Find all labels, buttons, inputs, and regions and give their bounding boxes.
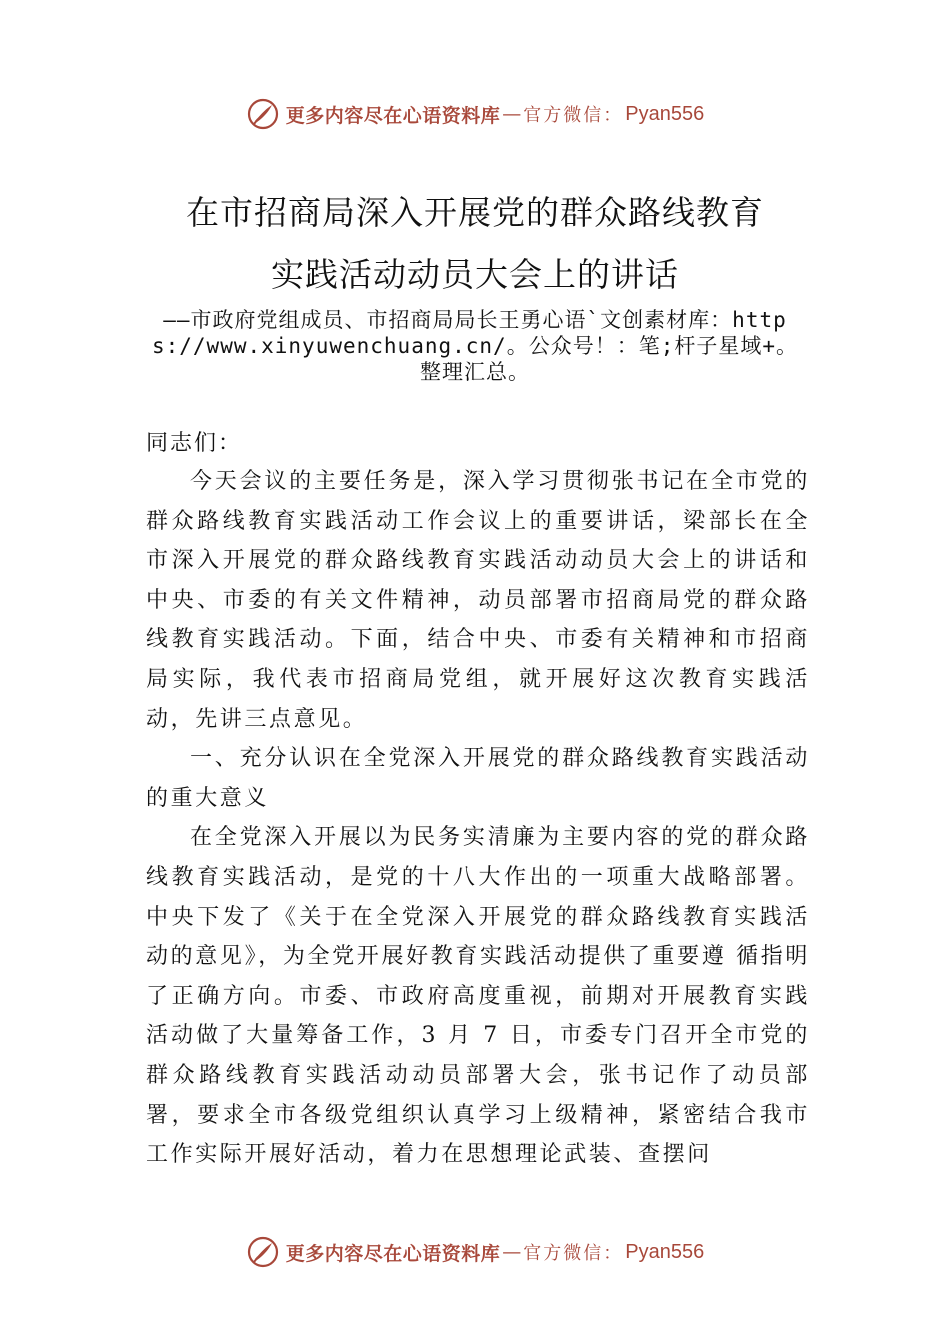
document-body [146,462,810,1175]
document-title-line-1: 在市招商局深入开展党的群众路线教育 [186,193,764,232]
banner-wechat-label: 官方微信： [523,1243,624,1264]
banner-brand-text: 更多内容尽在心语资料库 [285,1242,501,1265]
document-subtitle: ——市政府党组成员、市招商局局长王勇心语`文创素材库：https://www.xinyuwenchuang.cn/。公众号！：笔;杆子星域+。整理汇总。 [151,308,798,384]
banner-wechat-id: Pyan556 [625,1240,705,1263]
banner-dash: — [502,103,522,125]
body-paragraph-2: 在全党深入开展以为民务实清廉为主要内容的党的群众路线教育实践活动，是党的十八大作出的一项重大战略部署。中央下发了《关于在全党深入开展党的群众路线教育实践活动的意见》，为全党开展好教育实践活动提供了重要遵 循指明了正确方向。市委、市政府高度重视，前期对开展教育实践活动做了大量筹备工作，3 月 7 日，市委专门召开全市党的群众路线教育实践活动动员部署大会，张书记作了动员部署，要求全市各级党组织认真学习上级精神，紧密结合我市工作实际开展好活动，着力在思想理论武装、查摆问 [146,825,810,1168]
document-greeting: 同志们： [146,431,243,456]
document-title-line-2: 实践活动动员大会上的讲话 [271,255,679,294]
banner-wechat-id: Pyan556 [625,102,705,125]
quill-pen-logo-icon [246,97,280,131]
body-paragraph-1: 今天会议的主要任务是，深入学习贯彻张书记在全市党的群众路线教育实践活动工作会议上的重要讲话，梁部长在全市深入开展党的群众路线教育实践活动动员大会上的讲话和中央、市委的有关文件精神，动员部署市招商局党的群众路线教育实践活动。下面，结合中央、市委有关精神和市招商局实际，我代表市招商局党组，就开展好这次教育实践活动，先讲三点意见。 [146,469,810,732]
banner-wechat-label: 官方微信： [523,105,624,126]
footer-watermark-banner [0,1232,950,1272]
section-heading-1: 一、充分认识在全党深入开展党的群众路线教育实践活动的重大意义 [146,746,810,811]
banner-brand-text: 更多内容尽在心语资料库 [285,104,501,127]
header-watermark-banner [0,94,950,134]
banner-dash: — [502,1241,522,1263]
quill-pen-logo-icon [246,1235,280,1269]
